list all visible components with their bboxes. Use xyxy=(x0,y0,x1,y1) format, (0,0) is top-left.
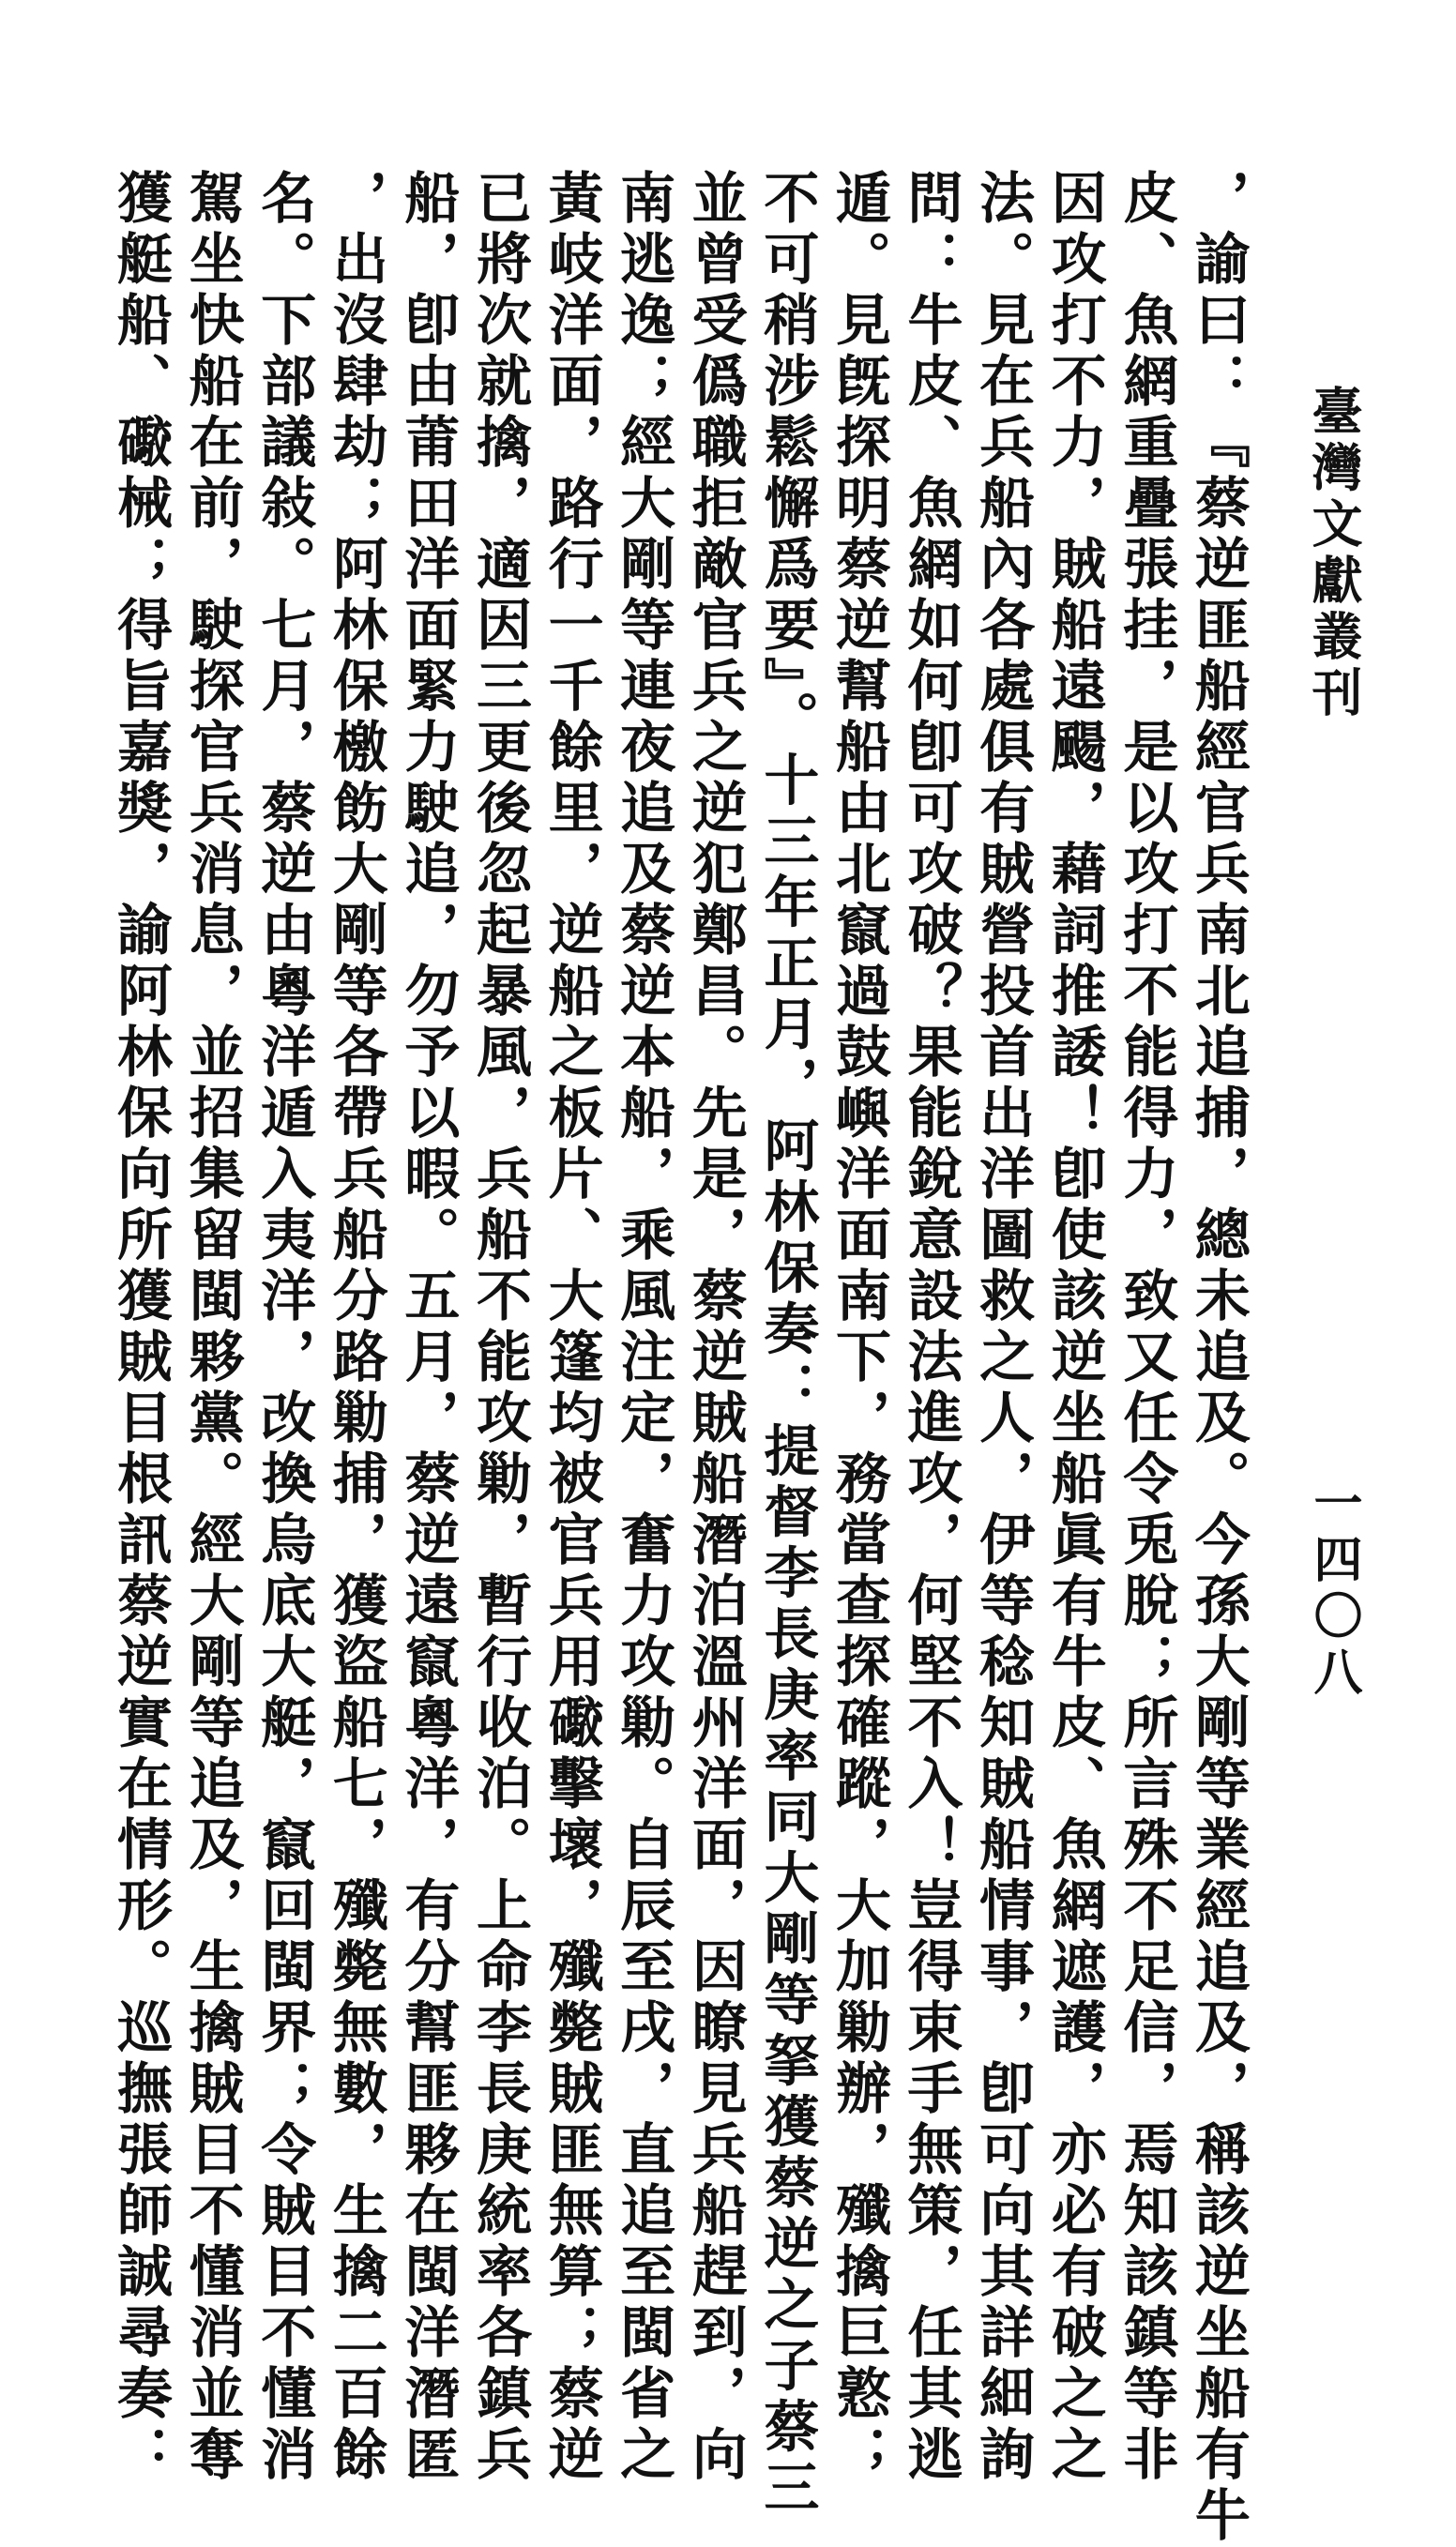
text-column: 獲艇船、礮械；得旨嘉獎，諭阿林保向所獲賊目根訊蔡逆實在情形。巡撫張師誠尋奏： xyxy=(108,169,173,2486)
text-column: ，出沒肆劫；阿林保檄飭大剛等各帶兵船分路勦捕，獲盜船七，殲斃無數，生擒二百餘 xyxy=(323,169,388,2486)
page-number: 一四〇八 xyxy=(1305,1478,1362,1703)
text-column: 遁。見旣探明蔡逆幫船由北竄過鼓嶼洋面南下，務當查探確蹤，大加勦辦，殲擒巨憝； xyxy=(826,169,891,2486)
text-column: 不可稍涉鬆懈爲要』。十三年正月，阿林保奏：提督李長庚率同大剛等拏獲蔡逆之子蔡三 xyxy=(754,169,820,2520)
text-column: 駕坐快船在前，駛探官兵消息，並招集留閩夥黨。經大剛等追及，生擒賊目不懂消並奪 xyxy=(179,169,245,2486)
text-column: 因攻打不力，賊船遠颺，藉詞推諉！卽使該逆坐船眞有牛皮、魚網遮護，亦必有破之之 xyxy=(1041,169,1107,2486)
text-column: 問：牛皮、魚網如何卽可攻破？果能銳意設法進攻，何堅不入！豈得束手無策，任其逃 xyxy=(898,169,963,2486)
text-column: 船，卽由莆田洋面緊力駛追，勿予以暇。五月，蔡逆遠竄粵洋，有分幫匪夥在閩洋潛匿 xyxy=(395,169,461,2486)
text-column: 並曾受僞職拒敵官兵之逆犯鄭昌。先是，蔡逆賊船潛泊溫州洋面，因瞭見兵船趕到，向 xyxy=(682,169,748,2486)
text-column: 名。下部議敍。七月，蔡逆由粵洋遁入夷洋，改換烏底大艇，竄回閩界；令賊目不懂消 xyxy=(251,169,317,2486)
text-column: 法。見在兵船內各處俱有賊營投首出洋圖救之人，伊等稔知賊船情事，卽可向其詳細詢 xyxy=(970,169,1036,2486)
text-column: 南逃逸；經大剛等連夜追及蔡逆本船，乘風注定，奮力攻勦。自辰至戌，直追至閩省之 xyxy=(611,169,676,2486)
text-column: 黃岐洋面，路行一千餘里，逆船之板片、大篷均被官兵用礮擊壞，殲斃賊匪無算；蔡逆 xyxy=(538,169,604,2486)
text-column: 皮、魚網重疊張挂，是以攻打不能得力，致又任令兎脫；所言殊不足信，焉知該鎮等非 xyxy=(1114,169,1179,2486)
text-column: ，諭曰：『蔡逆匪船經官兵南北追捕，總未追及。今孫大剛等業經追及，稱該逆坐船有牛 xyxy=(1185,169,1251,2547)
running-title: 臺灣文獻叢刊 xyxy=(1304,385,1364,722)
text-column: 已將次就擒，適因三更後忽起暴風，兵船不能攻勦，暫行收泊。上命李長庚統率各鎮兵 xyxy=(466,169,532,2486)
body-text xyxy=(108,169,1251,2547)
